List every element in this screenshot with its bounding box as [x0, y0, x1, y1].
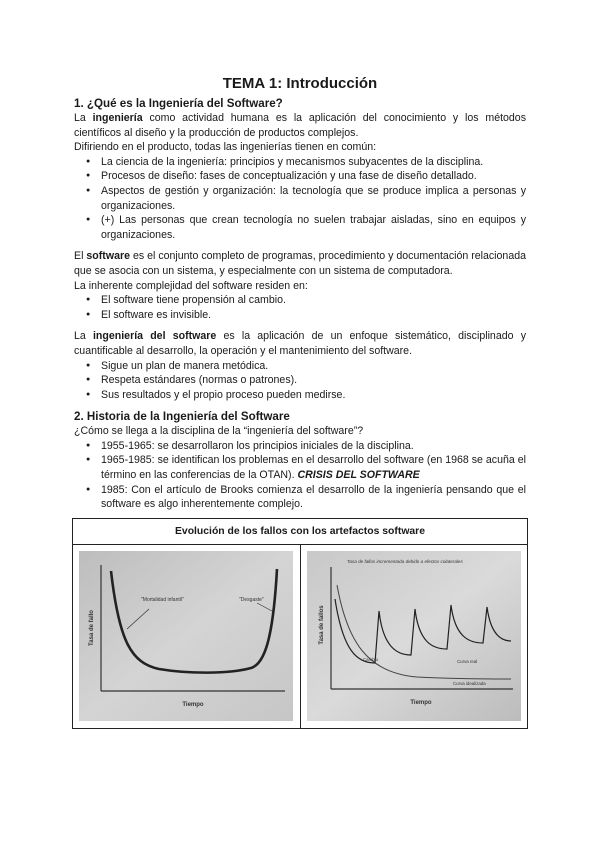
photo-background: [307, 551, 521, 721]
list-item: ● (+) Las personas que crean tecnología no suelen trabajar aisladas, sino en equipos y organizaciones.: [101, 213, 526, 242]
term-ingenieria-del-software: ingeniería del software: [92, 330, 217, 343]
list-is-characteristics: [74, 359, 526, 403]
text-run: El: [74, 250, 87, 263]
list-item: ● Sus resultados y el propio proceso pueden medirse.: [101, 388, 526, 403]
paragraph-common: Difiriendo en el producto, todas las ingenierías tienen en común:: [74, 141, 377, 154]
left-xlabel: Tiempo: [182, 702, 204, 709]
list-item: ● 1985: Con el artículo de Brooks comienza el desarrollo de la ingeniería pensando que el software es algo inherentemente complejo.: [101, 483, 526, 512]
spacer: [74, 402, 526, 409]
bathtub-curve-photo: [79, 551, 293, 721]
spacer: [74, 242, 526, 249]
section-1-heading: 1. ¿Qué es la Ingeniería del Software?: [74, 97, 283, 110]
page-title: TEMA 1: Introducción: [222, 75, 378, 92]
term-software: software: [86, 250, 130, 263]
list-item: ● Procesos de diseño: fases de conceptualización y una fase de diseño detallado.: [101, 169, 526, 184]
crisis-label: CRISIS DEL SOFTWARE: [297, 469, 420, 482]
list-item: ● La ciencia de la ingeniería: principios y mecanismos subyacentes de la disciplina.: [101, 155, 526, 170]
label-infant: "Mortalidad infantil": [141, 597, 184, 604]
list-item: [101, 453, 526, 482]
spacer: [74, 322, 526, 329]
list-item: ● 1955-1965: se desarrollaron los principios iniciales de la disciplina.: [101, 439, 526, 454]
section-2-heading: 2. Historia de la Ingeniería del Software: [74, 410, 290, 424]
label-wear: "Desgaste": [239, 597, 264, 604]
document-body: [74, 74, 526, 729]
label-ideal-curve: Curva idealizada: [452, 681, 486, 687]
list-complexity: [74, 293, 526, 322]
text-run: es la aplicación de un enfoque sistemático, disciplinado y cuantificable al desarrollo, la operación y el mantenimiento del software.: [74, 330, 526, 357]
list-item: ● El software tiene propensión al cambio.: [101, 293, 526, 308]
list-item: ● Aspectos de gestión y organización: la tecnología que se produce implica a personas y organizaciones.: [101, 184, 526, 213]
term-ingenieria: ingeniería: [92, 112, 143, 124]
paragraph-definition-is: [74, 329, 526, 358]
list-common-aspects: [74, 155, 526, 243]
text-run: es el conjunto completo de programas, procedimiento y documentación relacionada que se asocia con un sistema, y especialmente con un sistema de computadora.: [74, 250, 526, 277]
label-real-curve: Curva real: [456, 659, 478, 665]
figure-cell-software: [300, 544, 528, 728]
left-ylabel: Tasa de fallo: [89, 610, 96, 647]
figure-table: [72, 518, 528, 729]
text-run: 1965-1985: se identifican los problemas en el desarrollo del software (en 1968 se acuña el término en las conferencias de la OTAN).: [101, 454, 526, 482]
list-item: ● Respeta estándares (normas o patrones).: [101, 373, 526, 388]
figure-caption: Evolución de los fallos con los artefactos software: [73, 518, 528, 544]
paragraph-definition-software: [74, 249, 526, 278]
label-change: Cambio: [362, 657, 378, 663]
paragraph-question: ¿Cómo se llega a la disciplina de la “ingeniería del software”?: [74, 425, 364, 438]
software-failure-curve-photo: [307, 551, 521, 721]
figure-cell-bathtub: [73, 544, 301, 728]
list-item: ● El software es invisible.: [101, 308, 526, 323]
text-run: La: [74, 330, 93, 343]
text-run: La: [74, 112, 93, 124]
right-ylabel: Tasa de fallos: [318, 605, 325, 645]
paragraph-definition-ingenieria: [74, 111, 526, 140]
label-side-effects: Tasa de fallos incrementada debido a efectos colaterales: [346, 559, 463, 565]
right-xlabel: Tiempo: [410, 700, 432, 707]
list-item: ● Sigue un plan de manera metódica.: [101, 359, 526, 374]
list-history: [74, 439, 526, 512]
paragraph-complexity: La inherente complejidad del software residen en:: [74, 279, 308, 292]
text-run: como actividad humana es la aplicación del conocimiento y los métodos científicos al diseño y la producción de productos complejos.: [74, 112, 527, 139]
